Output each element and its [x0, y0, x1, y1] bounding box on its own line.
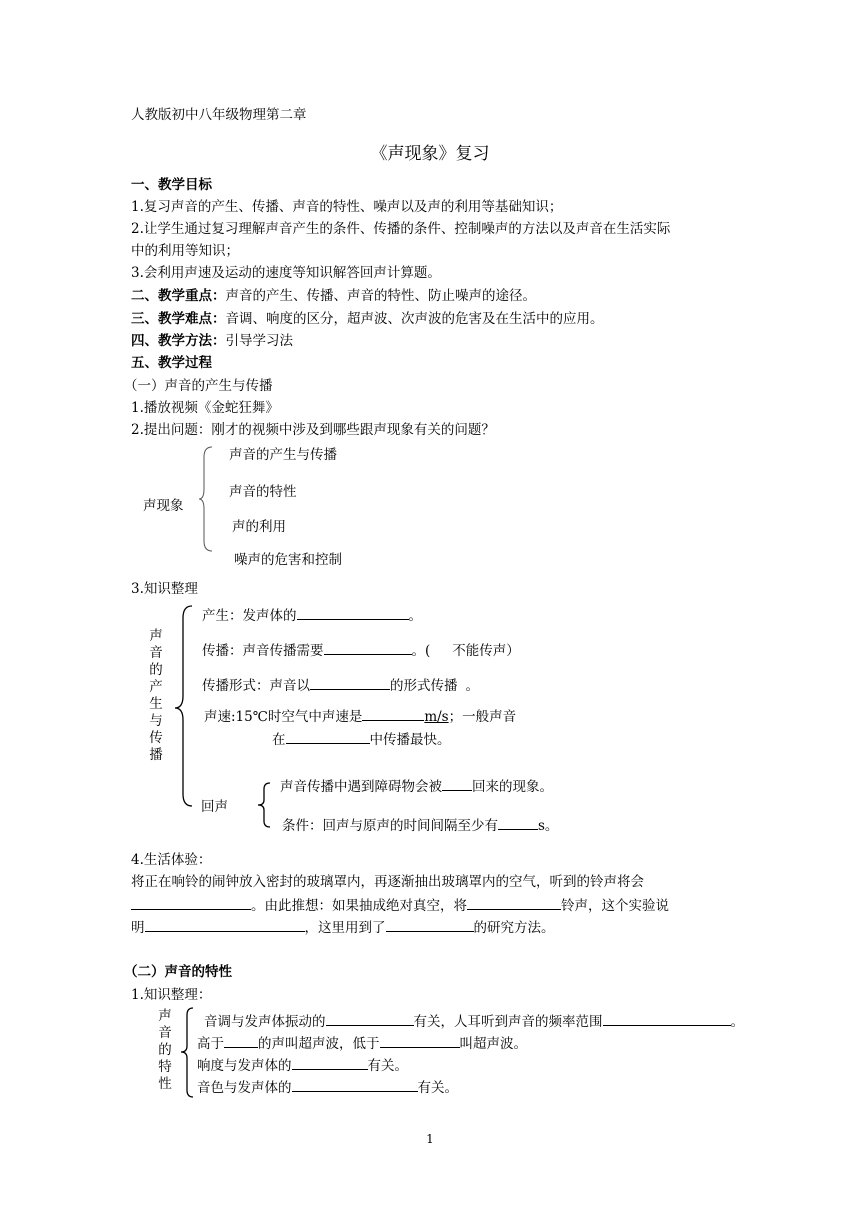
- objective-item: 3.会利用声速及运动的速度等知识解答回声计算题。: [131, 265, 441, 281]
- echo-label: 回声: [201, 799, 228, 815]
- echo2-text: 条件：回声与原声的时间间隔至少有: [282, 818, 498, 834]
- form-blank[interactable]: [310, 676, 390, 690]
- timbre-line: [197, 1078, 458, 1097]
- conclusion-blank[interactable]: [145, 918, 305, 932]
- vertical-label-2: 声音的特性: [158, 1008, 172, 1092]
- tree-root: 声现象: [143, 498, 184, 514]
- experiment-line-1: 将正在响铃的闹钟放入密封的玻璃罩内，再逐渐抽出玻璃罩内的空气，听到的铃声将会: [131, 874, 644, 890]
- produce-line: [202, 606, 422, 625]
- produce-end: 。: [408, 608, 422, 624]
- spread-text: 传播：声音传播需要: [202, 643, 324, 659]
- tree-item: 噪声的危害和控制: [234, 552, 342, 568]
- speed-text: 声速:15℃时空气中声速是: [204, 709, 363, 725]
- methods-text: 引导学习法: [225, 333, 293, 349]
- part1-heading: （一）声音的产生与传播: [124, 378, 273, 394]
- spread-blank[interactable]: [324, 641, 412, 655]
- methods: [131, 332, 293, 350]
- exp3-text: 明: [131, 920, 145, 936]
- echo2-end: s。: [538, 818, 559, 834]
- method-blank[interactable]: [386, 918, 474, 932]
- objective-item: 中的利用等知识；: [131, 243, 239, 259]
- exp2-text: 。由此推想：如果抽成绝对真空，将: [251, 898, 467, 914]
- echo-time-blank[interactable]: [498, 816, 538, 830]
- loud-end: 有关。: [367, 1058, 408, 1074]
- part1-step3: 3.知识整理: [131, 581, 198, 597]
- experiment-line-2: [131, 896, 669, 915]
- form-mid: 的形式传播: [390, 678, 458, 694]
- process-heading: 五、教学过程: [131, 355, 212, 371]
- key-points: [131, 287, 536, 305]
- doc-subtitle: 人教版初中八年级物理第二章: [131, 107, 307, 123]
- loud-text: 响度与发声体的: [197, 1058, 292, 1074]
- key-points-text: 声音的产生、传播、声音的特性、防止噪声的途径。: [225, 288, 536, 304]
- traits-brace: [178, 1006, 196, 1100]
- part2-step1: 1.知识整理：: [131, 987, 212, 1003]
- infra-blank[interactable]: [380, 1034, 460, 1048]
- speed-unit: m/s: [424, 709, 449, 725]
- echo1-text: 声音传播中遇到障碍物会被: [280, 779, 442, 795]
- part2-heading: （二）声音的特性: [124, 964, 232, 980]
- range-blank[interactable]: [603, 1012, 731, 1026]
- form-end: 。: [465, 678, 479, 694]
- speed-line: [204, 707, 516, 726]
- bell-result-blank[interactable]: [131, 896, 251, 910]
- objectives-heading: 一、教学目标: [131, 177, 212, 193]
- vertical-label: 声音的产生与传播: [149, 628, 163, 763]
- ultra-blank[interactable]: [224, 1034, 258, 1048]
- spread-line: [202, 641, 520, 660]
- medium-blank[interactable]: [286, 730, 370, 744]
- ultra-text: 高于: [197, 1036, 224, 1052]
- speed-line-2: [272, 730, 451, 749]
- spread-note: 不能传声）: [452, 643, 520, 659]
- ultra-mid: 的声叫超声波，低于: [258, 1036, 380, 1052]
- pitch-mid: 有关，人耳听到声音的频率范围: [413, 1014, 603, 1030]
- tree-item: 声音的产生与传播: [229, 447, 337, 463]
- difficulties-text: 音调、响度的区分，超声波、次声波的危害及在生活中的应用。: [225, 311, 604, 327]
- pitch-end: 。: [730, 1014, 744, 1030]
- pitch-blank[interactable]: [326, 1012, 414, 1026]
- echo-blank[interactable]: [442, 777, 472, 791]
- produce-text: 产生：发声体的: [202, 608, 297, 624]
- difficulties: [131, 310, 604, 328]
- speed2-text: 在: [272, 732, 286, 748]
- part1-step2: 2.提出问题：刚才的视频中涉及到哪些跟声现象有关的问题？: [131, 422, 495, 438]
- experiment-line-3: [131, 918, 555, 937]
- form-line: [202, 676, 479, 695]
- echo-line-2: [282, 816, 558, 835]
- form-text: 传播形式：声音以: [202, 678, 310, 694]
- doc-title: 《声现象》复习: [370, 144, 490, 164]
- part1-step1: 1.播放视频《金蛇狂舞》: [131, 400, 279, 416]
- vacuum-blank[interactable]: [467, 896, 561, 910]
- loudness-blank[interactable]: [292, 1056, 368, 1070]
- echo1-end: 回来的现象。: [472, 779, 553, 795]
- tree-item: 声音的特性: [229, 484, 297, 500]
- produce-blank[interactable]: [297, 606, 409, 620]
- knowledge-brace: [172, 604, 196, 808]
- difficulties-label: 三、教学难点：: [131, 311, 226, 327]
- speed-rest: ；一般声音: [448, 709, 517, 725]
- objective-item: 2.让学生通过复习理解声音产生的条件、传播的条件、控制噪声的方法以及声音在生活实际: [131, 221, 671, 237]
- exp2-end: 铃声，这个实验说: [561, 898, 669, 914]
- pitch-line: [204, 1012, 744, 1031]
- part1-step4: 4.生活体验：: [131, 852, 212, 868]
- speed2-end: 中传播最快。: [369, 732, 451, 748]
- exp3-end: 的研究方法。: [473, 920, 555, 936]
- pitch-text: 音调与发声体振动的: [204, 1014, 326, 1030]
- timbre-text: 音色与发声体的: [197, 1080, 292, 1096]
- key-points-label: 二、教学重点：: [131, 288, 226, 304]
- methods-label: 四、教学方法：: [131, 333, 226, 349]
- ultra-line: [197, 1034, 527, 1053]
- echo-brace: [257, 781, 273, 829]
- tree-item: 声的利用: [232, 519, 286, 535]
- loudness-line: [197, 1056, 408, 1075]
- speed-blank[interactable]: [362, 707, 424, 721]
- exp3-mid: ，这里用到了: [304, 920, 386, 936]
- spread-mid: 。(: [411, 643, 431, 659]
- objective-item: 1.复习声音的产生、传播、声音的特性、噪声以及声的利用等基础知识；: [131, 199, 563, 215]
- page-number: 1: [426, 1132, 434, 1146]
- timbre-blank[interactable]: [292, 1078, 418, 1092]
- ultra-end: 叫超声波。: [459, 1036, 527, 1052]
- timbre-end: 有关。: [417, 1080, 458, 1096]
- tree-brace: [198, 445, 218, 553]
- echo-line-1: [280, 777, 553, 796]
